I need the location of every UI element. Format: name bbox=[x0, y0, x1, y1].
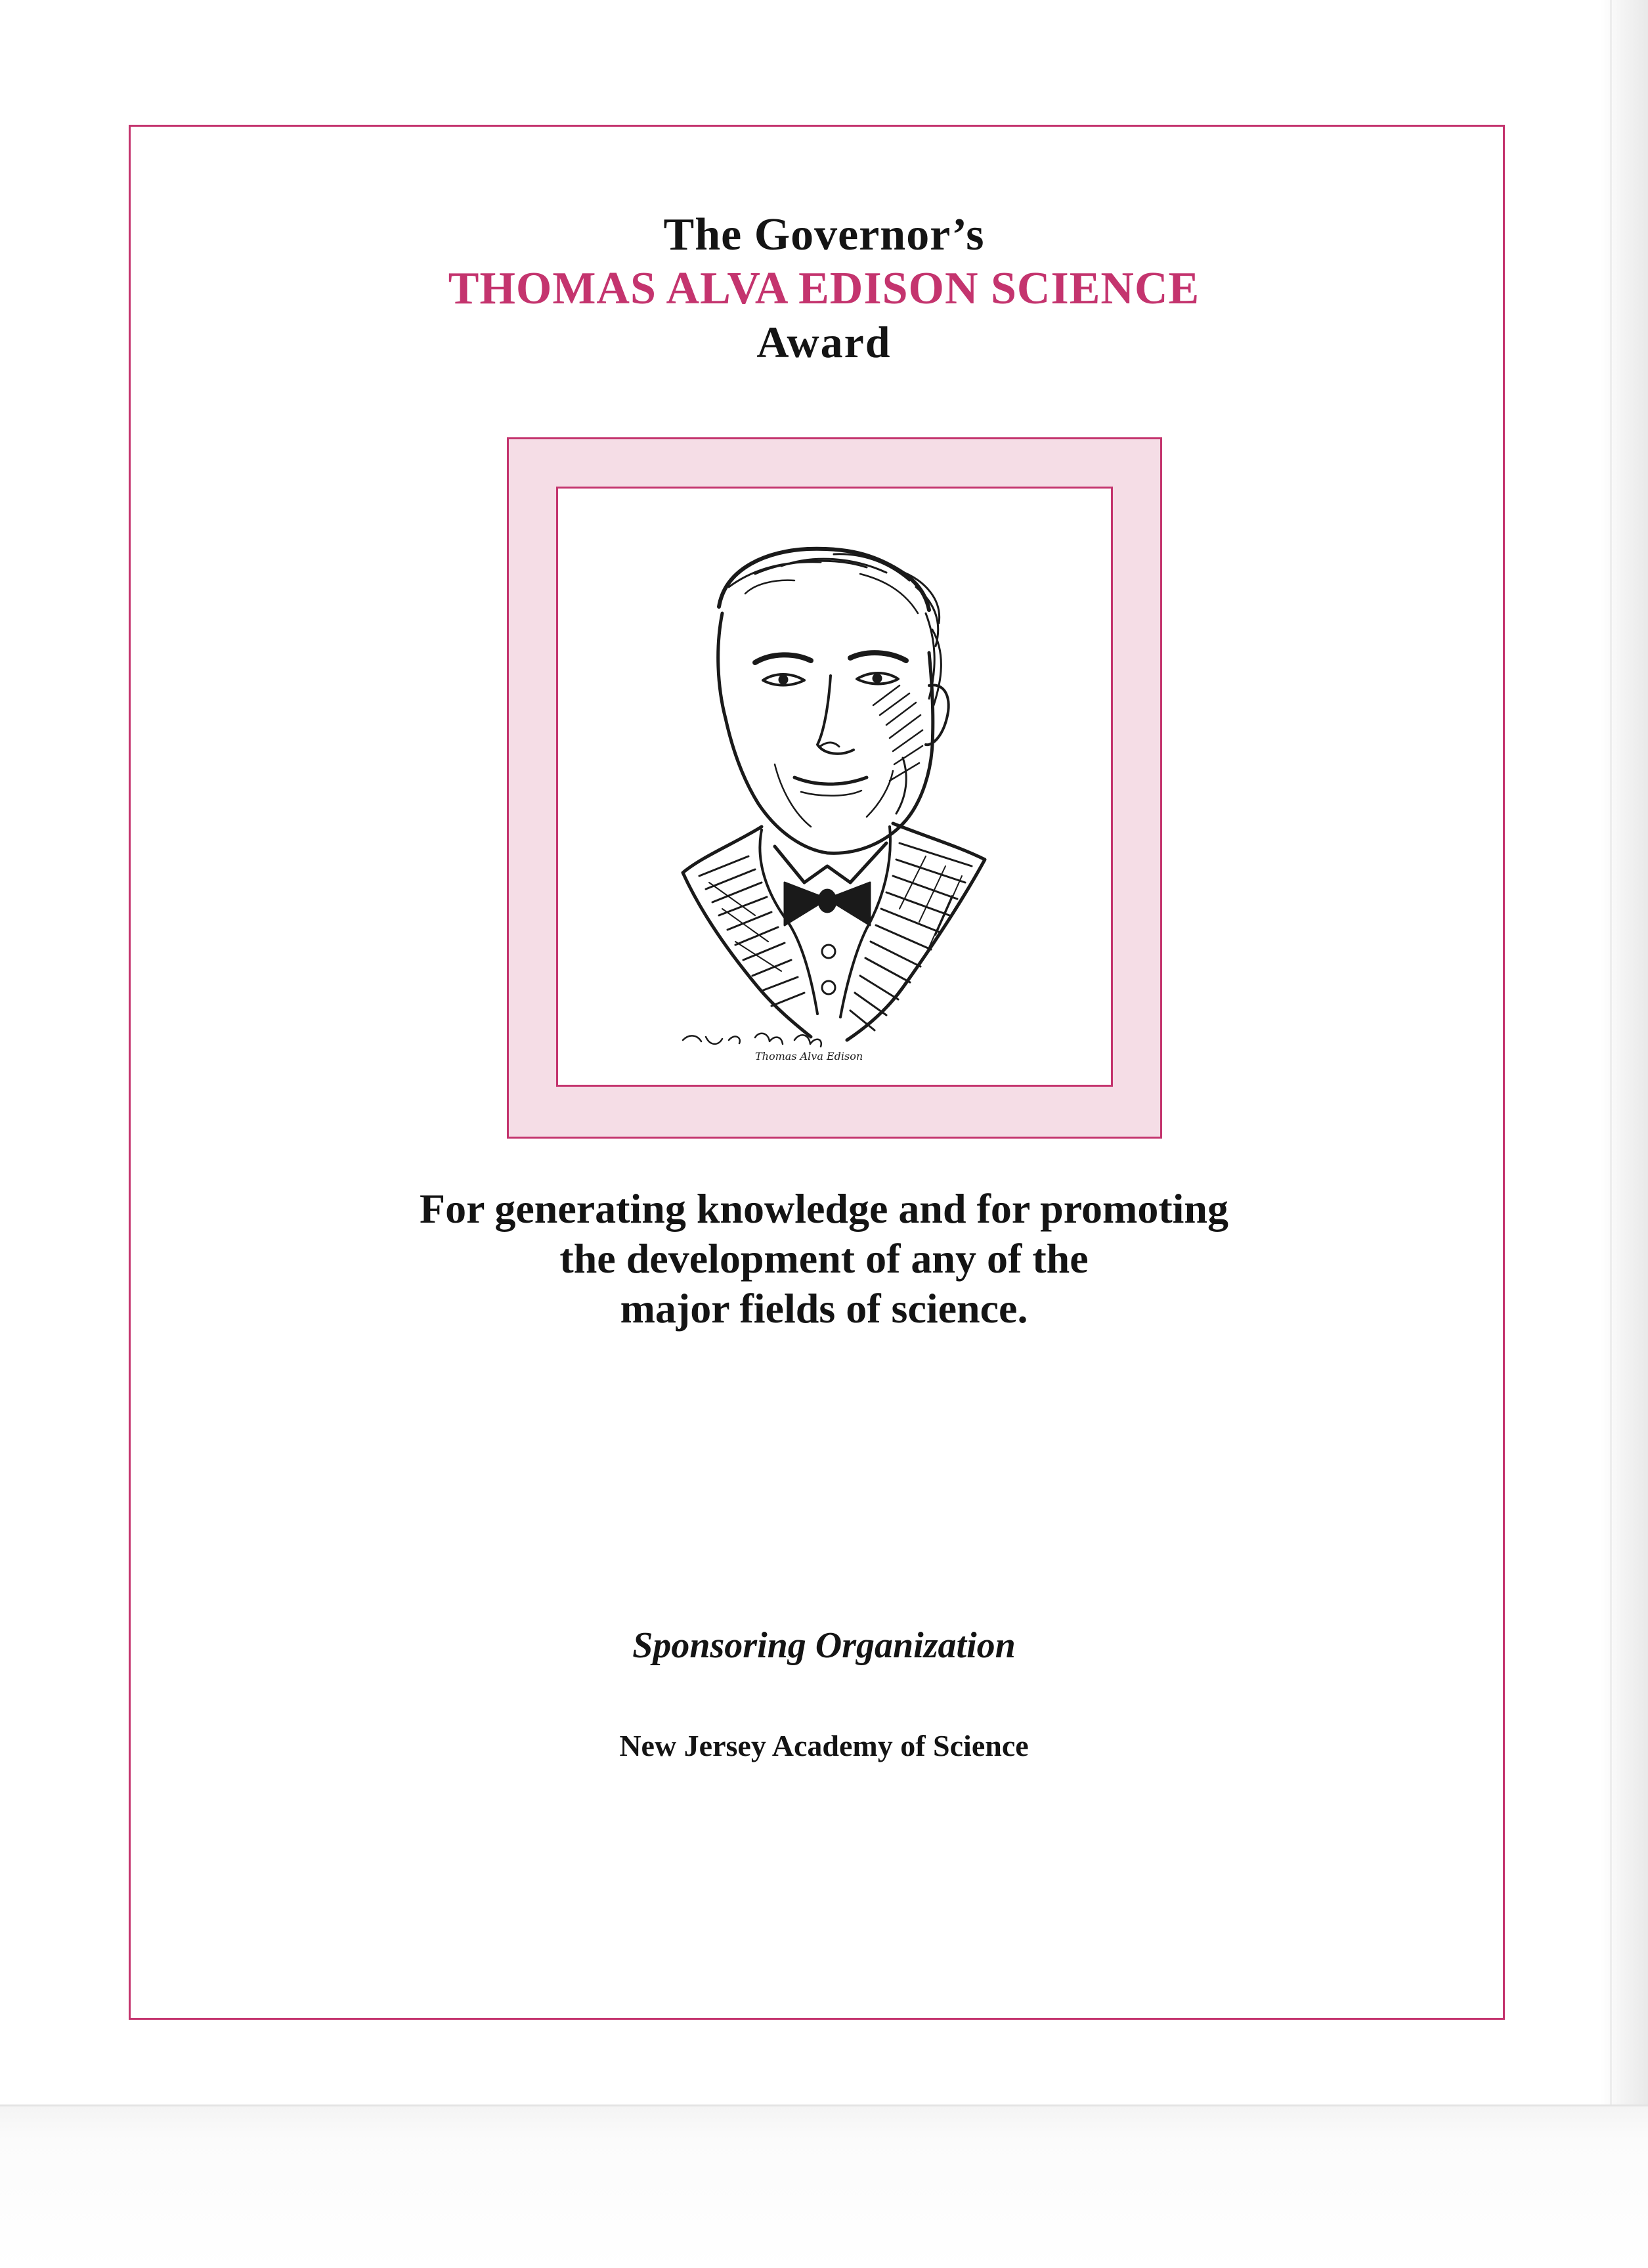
award-title-prefix: The Governor’s bbox=[663, 209, 985, 260]
award-title-suffix: Award bbox=[756, 317, 892, 367]
award-title-name: THOMAS ALVA EDISON SCIENCE bbox=[448, 263, 1200, 314]
award-description-line-3: major fields of science. bbox=[620, 1285, 1028, 1332]
award-description-line-2: the development of any of the bbox=[559, 1235, 1089, 1282]
portrait-signature: Thomas Alva Edison bbox=[755, 1050, 863, 1062]
portrait-frame bbox=[556, 487, 1113, 1087]
scan-edge-bottom bbox=[0, 2104, 1648, 2268]
edison-portrait-sketch bbox=[558, 489, 1111, 1085]
award-description-line-1: For generating knowledge and for promoting bbox=[419, 1185, 1229, 1232]
portrait-mat bbox=[507, 437, 1162, 1139]
sponsor-heading: Sponsoring Organization bbox=[632, 1625, 1016, 1666]
sponsor-name: New Jersey Academy of Science bbox=[619, 1729, 1029, 1762]
